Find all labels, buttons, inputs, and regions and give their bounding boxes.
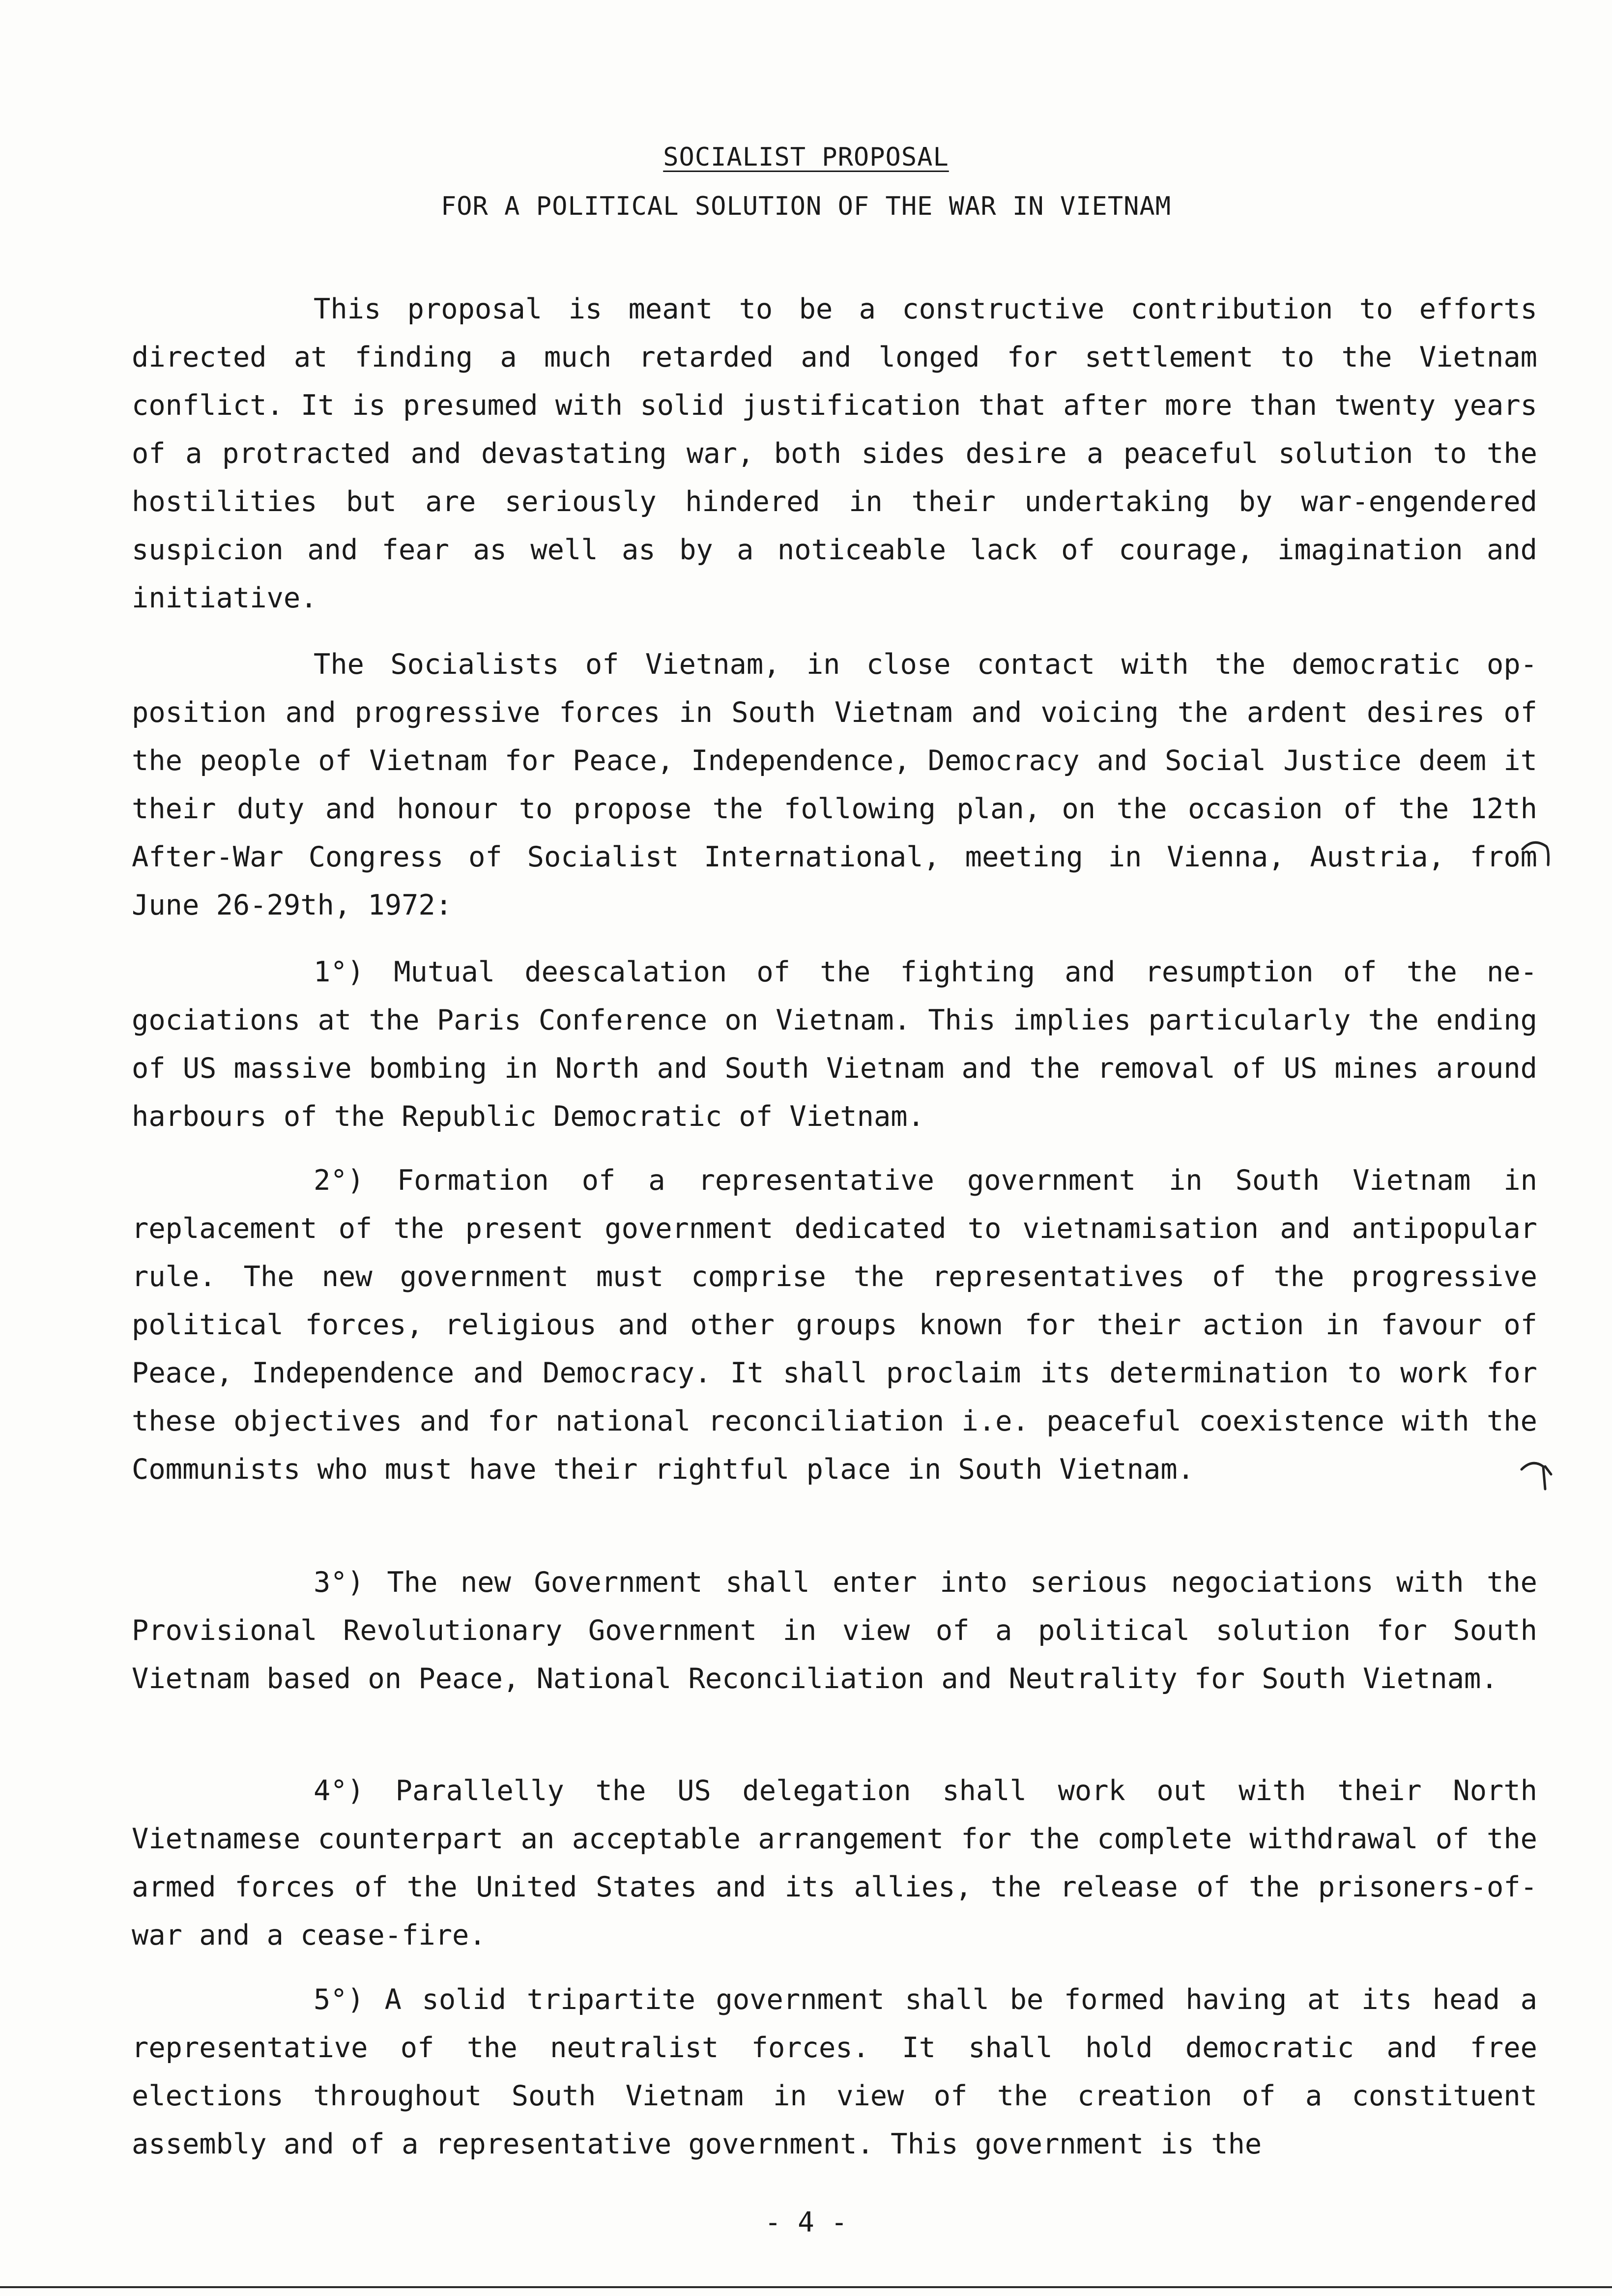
bottom-rule — [0, 2286, 1612, 2288]
margin-mark-icon — [1519, 835, 1553, 880]
point-1-paragraph: 1°) Mutual deescalation of the fighting and resumption of the negociations at the Paris Conference on Vietnam. This implies particularly the ending of US massive bombing in North and South Vietnam and the removal of US mines around harbours of the Republic Democratic of Vietnam. — [132, 956, 1537, 1133]
socialists-paragraph: The Socialists of Vietnam, in close contact with the democratic opposition and progressive forces in South Vietnam and voicing the ardent desires of the people of Vietnam for Peace, Independence, Democracy and Social Justice deem it their duty and honour to propose the following plan, on the occasion of the 12th After-War Congress of Socialist International, meeting in Vienna, Austria, from June 26-29th, 1972: — [132, 648, 1537, 921]
intro-paragraph: This proposal is meant to be a constructive contribution to efforts directed at finding a much retarded and longed for settlement to the Vietnam conflict. It is presumed with solid justification that after more than twenty years of a protracted and devastating war, both sides desire a peaceful solution to the hostilities but are seriously hindered in their undertaking by war-engendered suspicion and fear as well as by a noticeable lack of courage, imagination and initiative. — [132, 293, 1537, 614]
point-2-paragraph: 2°) Formation of a representative government in South Vietnam in replacement of the present government dedicated to vietnamisation and antipopular rule. The new government must comprise the representatives of the progressive political forces, religious and other groups known for their action in favour of Peace, Independence and Democracy. It shall proclaim its determination to work for these objectives and for national reconciliation i.e. peaceful coexistence with the Communists who must have their rightful place in South Vietnam. — [132, 1164, 1537, 1486]
page-number: - 4 - — [764, 2207, 848, 2239]
point-4-paragraph: 4°) Parallelly the US delegation shall work out with their North Vietnamese counterpart an acceptable arrangement for the complete withdrawal of the armed forces of the United States and its allies, the release of the prisoners-of-war and a cease-fire. — [132, 1775, 1537, 1952]
document-subtitle: FOR A POLITICAL SOLUTION OF THE WAR IN VIETNAM — [440, 192, 1172, 221]
point-3-paragraph: 3°) The new Government shall enter into serious negociations with the Provisional Revolutionary Government in view of a political solution for South Vietnam based on Peace, National Reconciliation and Neutrality for South Vietnam. — [132, 1566, 1537, 1695]
document-title: SOCIALIST PROPOSAL — [663, 143, 949, 172]
point-5-paragraph: 5°) A solid tripartite government shall be formed having at its head a representative of the neutralist forces. It shall hold democratic and free elections throughout South Vietnam in view of the creation of a constituent assembly and of a representative government. This government is the — [132, 1983, 1537, 2160]
margin-mark-icon — [1519, 1455, 1553, 1499]
